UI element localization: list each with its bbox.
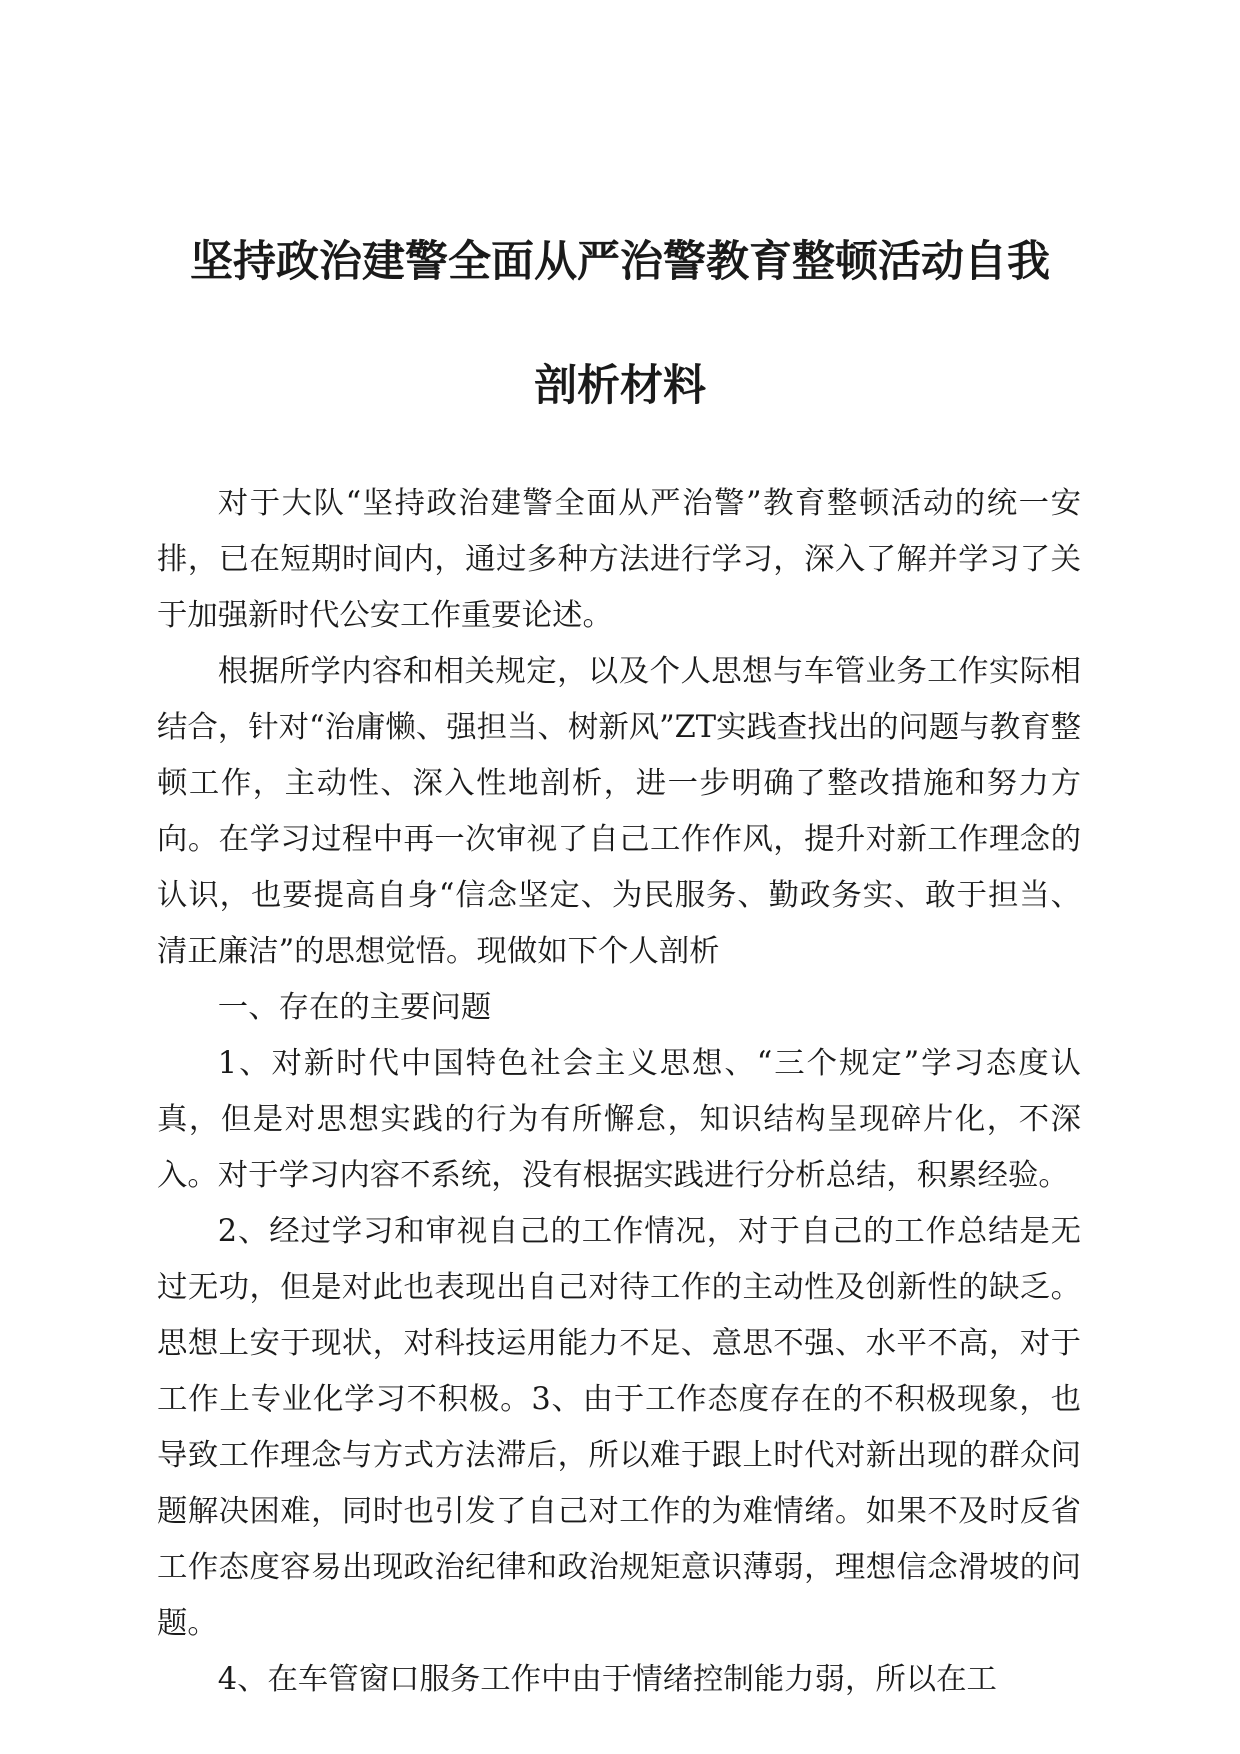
problem-item-1: 1、对新时代中国特色社会主义思想、“三个规定”学习态度认真，但是对思想实践的行为有所懈怠，知识结构呈现碎片化，不深入。对于学习内容不系统，没有根据实践进行分析总结，积累经验。	[157, 1046, 1081, 1193]
problem-item-4: 4、在车管窗口服务工作中由于情绪控制能力弱，所以在工	[217, 1662, 997, 1697]
section-heading: 一、存在的主要问题	[217, 990, 492, 1025]
intro-paragraph-1: 对于大队“坚持政治建警全面从严治警”教育整顿活动的统一安排，已在短期时间内，通过多种方法进行学习，深入了解并学习了关于加强新时代公安工作重要论述。	[157, 486, 1081, 633]
document-body	[157, 476, 1081, 1708]
document-title-line-1: 坚持政治建警全面从严治警教育整顿活动自我	[190, 237, 1050, 287]
intro-paragraph-2: 根据所学内容和相关规定，以及个人思想与车管业务工作实际相结合，针对“治庸懒、强担当、树新风”ZT实践查找出的问题与教育整顿工作，主动性、深入性地剖析，进一步明确了整改措施和努力方向。在学习过程中再一次审视了自己工作作风，提升对新工作理念的认识，也要提高自身“信念坚定、为民服务、勤政务实、敢于担当、清正廉洁”的思想觉悟。现做如下个人剖析	[157, 654, 1081, 969]
document-title-line-2: 剖析材料	[534, 361, 706, 411]
problem-item-2: 2、经过学习和审视自己的工作情况，对于自己的工作总结是无过无功，但是对此也表现出自己对待工作的主动性及创新性的缺乏。思想上安于现状，对科技运用能力不足、意思不强、水平不高，对于工作上专业化学习不积极。3、由于工作态度存在的不积极现象，也导致工作理念与方式方法滞后，所以难于跟上时代对新出现的群众问题解决困难，同时也引发了自己对工作的为难情绪。如果不及时反省工作态度容易出现政治纪律和政治规矩意识薄弱，理想信念滑坡的问题。	[157, 1214, 1081, 1641]
